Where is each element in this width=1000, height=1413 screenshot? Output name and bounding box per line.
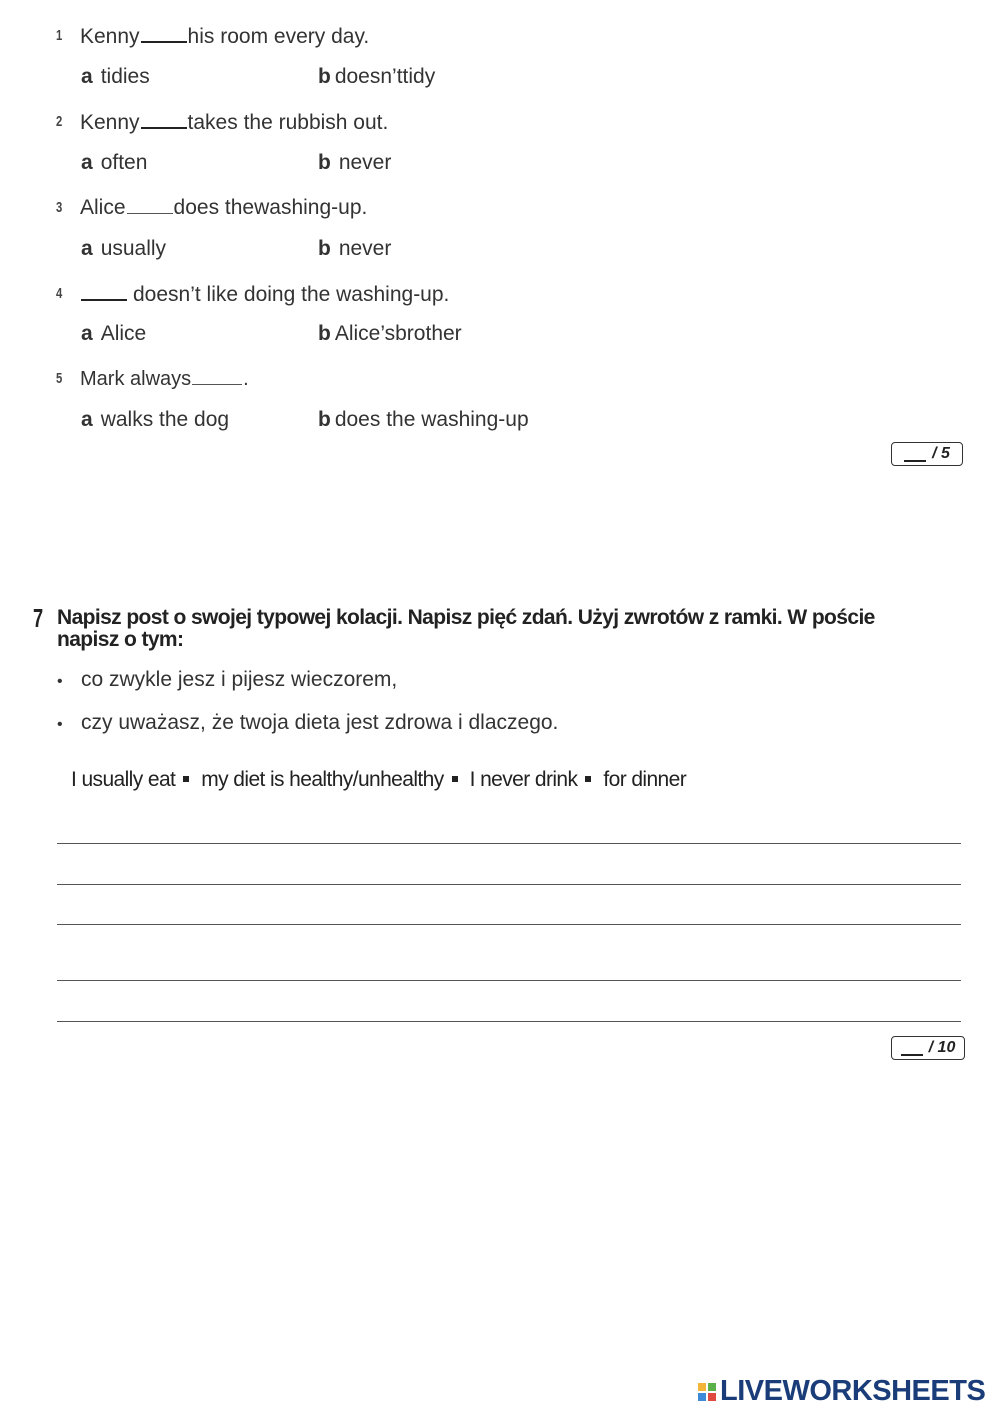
answer-blank[interactable] [192,366,242,385]
option-b[interactable] [318,408,529,432]
option-label: never [338,237,392,260]
question-text-before: Alice [80,196,126,219]
score-total: / 10 [928,1039,956,1056]
liveworksheets-logo [698,1375,985,1408]
logo-square [708,1383,716,1391]
option-label: walks the dog [100,408,230,431]
option-a[interactable] [81,65,150,89]
option-letter: a [81,151,93,174]
writing-line[interactable] [57,884,961,885]
question-text-after: his room every day. [187,25,370,48]
option-label: usually [100,237,167,260]
answer-blank[interactable] [127,195,173,214]
logo-square [708,1393,716,1401]
answer-blank[interactable] [141,23,187,43]
option-a[interactable] [81,322,146,346]
instruction-line: Napisz post o swojej typowej kolacji. Napisz pięć zdań. Użyj zwrotów z ramki. W poście [57,606,875,629]
question-text-after: . [243,368,249,390]
writing-line[interactable] [57,980,961,981]
question-text [80,23,369,49]
option-label: tidies [100,65,150,88]
question-text [80,366,249,391]
question-number: 1 [56,27,63,44]
question-text [80,281,449,307]
question-number: 5 [56,370,63,387]
question-text-before: Kenny [80,111,140,134]
logo-square [698,1383,706,1391]
writing-line[interactable] [57,1021,961,1022]
question-number: 2 [56,113,63,130]
option-label: never [338,151,392,174]
option-label: often [100,151,148,174]
question-text [80,109,388,135]
answer-blank[interactable] [141,109,187,129]
question-text-before: Kenny [80,25,140,48]
option-label: does the washing-up [334,408,529,431]
answer-blank[interactable] [81,281,127,301]
score-total: / 5 [932,445,950,462]
question-text-after: does thewashing-up. [173,196,368,219]
option-letter: b [318,65,331,88]
option-letter: b [318,408,331,431]
square-separator-icon [585,776,591,782]
writing-line[interactable] [57,924,961,925]
phrase-box [71,768,686,792]
bullet-icon: • [57,716,63,733]
square-separator-icon [183,776,189,782]
score-blank[interactable] [904,446,926,462]
bullet-icon: • [57,673,63,690]
option-b[interactable] [318,237,391,261]
phrase: I never drink [469,768,578,791]
phrase: my diet is healthy/unhealthy [201,768,444,791]
option-a[interactable] [81,151,147,175]
option-a[interactable] [81,408,229,432]
score-box [891,1036,965,1060]
option-b[interactable] [318,151,391,175]
question-number: 4 [56,285,63,302]
option-letter: b [318,151,331,174]
option-label: Alice [100,322,147,345]
option-letter: b [318,237,331,260]
question-text-before: Mark always [80,368,192,390]
phrase: I usually eat [71,768,176,791]
bullet-item [57,711,558,735]
bullet-text: co zwykle jesz i pijesz wieczorem, [81,668,398,691]
score-blank[interactable] [901,1040,923,1056]
option-letter: a [81,408,93,431]
logo-square [698,1393,706,1401]
writing-line[interactable] [57,843,961,844]
question-text-after: takes the rubbish out. [187,111,389,134]
question-number: 3 [56,199,63,216]
option-label: doesn’ttidy [334,65,436,88]
bullet-text: czy uważasz, że twoja dieta jest zdrowa i dlaczego. [81,711,559,734]
option-b[interactable] [318,322,462,346]
square-separator-icon [452,776,458,782]
instruction-line: napisz o tym: [57,628,184,651]
option-letter: a [81,65,93,88]
option-b[interactable] [318,65,435,89]
bullet-item [57,668,397,692]
option-letter: a [81,237,93,260]
option-letter: a [81,322,93,345]
task-instruction [57,607,977,651]
option-a[interactable] [81,237,166,261]
option-letter: b [318,322,331,345]
phrase: for dinner [603,768,687,791]
option-label: Alice’sbrother [334,322,462,345]
question-text [80,195,367,220]
score-box [891,442,963,466]
logo-text: LIVEWORKSHEETS [720,1375,986,1407]
logo-grid-icon [698,1383,716,1401]
task-number: 7 [33,603,44,633]
question-text-after: doesn’t like doing the washing-up. [133,283,450,306]
